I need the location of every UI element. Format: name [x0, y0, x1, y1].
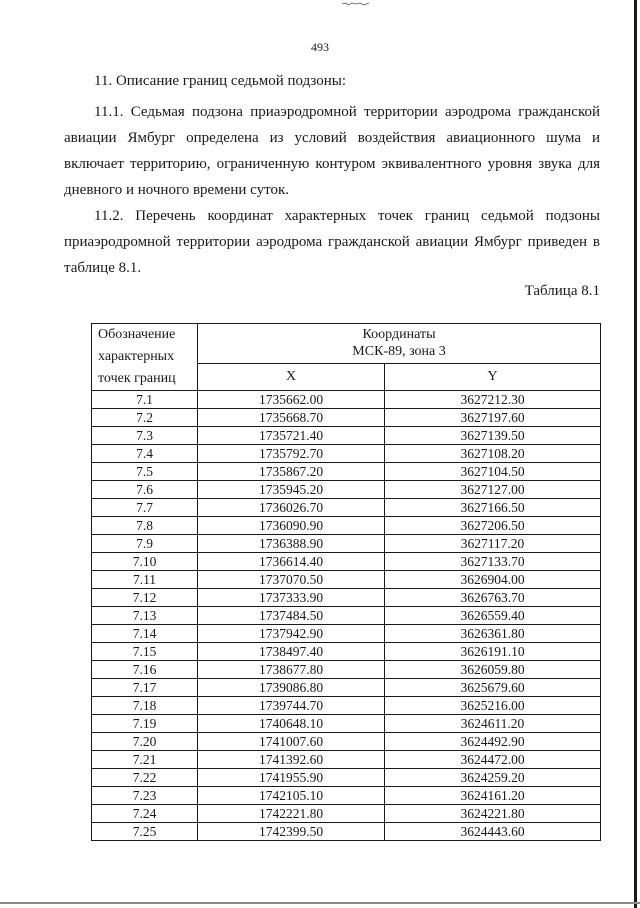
- y-cell: 3627139.50: [385, 427, 601, 445]
- table-row: [92, 427, 601, 445]
- y-cell: 3627197.60: [385, 409, 601, 427]
- table-row: [92, 463, 601, 481]
- point-cell: 7.13: [92, 607, 198, 625]
- table-row: [92, 769, 601, 787]
- point-cell: 7.24: [92, 805, 198, 823]
- x-cell: 1735945.20: [198, 481, 385, 499]
- x-cell: 1740648.10: [198, 715, 385, 733]
- x-cell: 1741392.60: [198, 751, 385, 769]
- x-cell: 1735792.70: [198, 445, 385, 463]
- point-cell: 7.10: [92, 553, 198, 571]
- y-cell: 3626904.00: [385, 571, 601, 589]
- y-cell: 3624259.20: [385, 769, 601, 787]
- scan-artifact-mark: [342, 2, 370, 6]
- y-cell: 3627212.30: [385, 391, 601, 409]
- table-row: [92, 751, 601, 769]
- point-cell: 7.5: [92, 463, 198, 481]
- point-cell: 7.8: [92, 517, 198, 535]
- x-cell: 1741955.90: [198, 769, 385, 787]
- y-cell: 3627117.20: [385, 535, 601, 553]
- y-cell: 3624443.60: [385, 823, 601, 841]
- scan-edge-bottom: [0, 902, 640, 904]
- table-row: [92, 517, 601, 535]
- y-cell: 3627133.70: [385, 553, 601, 571]
- table-row: [92, 733, 601, 751]
- point-cell: 7.3: [92, 427, 198, 445]
- y-cell: 3625679.60: [385, 679, 601, 697]
- x-cell: 1735662.00: [198, 391, 385, 409]
- table-row: [92, 589, 601, 607]
- table-row: [92, 481, 601, 499]
- table-row: [92, 697, 601, 715]
- y-cell: 3626559.40: [385, 607, 601, 625]
- x-cell: 1737333.90: [198, 589, 385, 607]
- table-row: [92, 607, 601, 625]
- scan-edge-right: [634, 0, 637, 908]
- x-cell: 1736026.70: [198, 499, 385, 517]
- point-cell: 7.12: [92, 589, 198, 607]
- table-row: [92, 553, 601, 571]
- y-cell: 3624611.20: [385, 715, 601, 733]
- point-cell: 7.6: [92, 481, 198, 499]
- x-cell: 1737484.50: [198, 607, 385, 625]
- table-row: [92, 499, 601, 517]
- section-heading: 11. Описание границ седьмой подзоны:: [94, 73, 346, 89]
- table-row: [92, 535, 601, 553]
- header-x: X: [198, 363, 385, 390]
- y-cell: 3626191.10: [385, 643, 601, 661]
- point-cell: 7.11: [92, 571, 198, 589]
- x-cell: 1736090.90: [198, 517, 385, 535]
- header-coordinates-title: Координаты: [362, 327, 436, 343]
- paragraph-11-2: 11.2. Перечень координат характерных точек границ седьмой подзоны приаэродромной территории аэродрома гражданской авиации Ямбург приведен в таблице 8.1.: [64, 208, 600, 276]
- x-cell: 1736388.90: [198, 535, 385, 553]
- table-row: [92, 679, 601, 697]
- point-cell: 7.21: [92, 751, 198, 769]
- y-cell: 3627206.50: [385, 517, 601, 535]
- point-cell: 7.16: [92, 661, 198, 679]
- y-cell: 3624472.00: [385, 751, 601, 769]
- header-y: Y: [385, 363, 601, 390]
- x-cell: 1735668.70: [198, 409, 385, 427]
- coordinates-table-body: [92, 391, 601, 841]
- y-cell: 3624161.20: [385, 787, 601, 805]
- point-cell: 7.9: [92, 535, 198, 553]
- y-cell: 3627166.50: [385, 499, 601, 517]
- y-cell: 3625216.00: [385, 697, 601, 715]
- x-cell: 1737070.50: [198, 571, 385, 589]
- x-cell: 1738677.80: [198, 661, 385, 679]
- y-cell: 3626763.70: [385, 589, 601, 607]
- x-cell: 1737942.90: [198, 625, 385, 643]
- header-coordinate-system: МСК-89, зона 3: [352, 344, 446, 360]
- table-row: [92, 409, 601, 427]
- y-cell: 3627108.20: [385, 445, 601, 463]
- table-row: [92, 823, 601, 841]
- x-cell: 1739744.70: [198, 697, 385, 715]
- table-caption: Таблица 8.1: [524, 283, 600, 299]
- coordinates-table: [91, 323, 601, 841]
- point-cell: 7.2: [92, 409, 198, 427]
- table-row: [92, 805, 601, 823]
- point-cell: 7.23: [92, 787, 198, 805]
- header-point-designation: Обозначение характерных точек границ: [92, 324, 198, 391]
- page-number: 493: [311, 40, 329, 54]
- x-cell: 1735721.40: [198, 427, 385, 445]
- point-cell: 7.18: [92, 697, 198, 715]
- table-row: [92, 625, 601, 643]
- point-cell: 7.17: [92, 679, 198, 697]
- point-cell: 7.19: [92, 715, 198, 733]
- x-cell: 1742221.80: [198, 805, 385, 823]
- point-cell: 7.4: [92, 445, 198, 463]
- point-cell: 7.7: [92, 499, 198, 517]
- table-row: [92, 715, 601, 733]
- x-cell: 1738497.40: [198, 643, 385, 661]
- x-cell: 1739086.80: [198, 679, 385, 697]
- point-cell: 7.15: [92, 643, 198, 661]
- y-cell: 3624221.80: [385, 805, 601, 823]
- y-cell: 3626059.80: [385, 661, 601, 679]
- x-cell: 1736614.40: [198, 553, 385, 571]
- x-cell: 1741007.60: [198, 733, 385, 751]
- header-coordinates: [198, 324, 601, 364]
- x-cell: 1742105.10: [198, 787, 385, 805]
- point-cell: 7.20: [92, 733, 198, 751]
- point-cell: 7.25: [92, 823, 198, 841]
- point-cell: 7.1: [92, 391, 198, 409]
- y-cell: 3627127.00: [385, 481, 601, 499]
- paragraph-11-1: 11.1. Седьмая подзона приаэродромной территории аэродрома гражданской авиации Ямбург определена из условий воздействия авиационного шума и включает территорию, ограниченную контуром эквивалентного уровня звука для дневного и ночного времени суток.: [64, 104, 600, 198]
- y-cell: 3627104.50: [385, 463, 601, 481]
- table-row: [92, 661, 601, 679]
- table-row: [92, 571, 601, 589]
- table-row: [92, 643, 601, 661]
- table-row: [92, 391, 601, 409]
- table-row: [92, 787, 601, 805]
- point-cell: 7.14: [92, 625, 198, 643]
- y-cell: 3624492.90: [385, 733, 601, 751]
- point-cell: 7.22: [92, 769, 198, 787]
- table-row: [92, 445, 601, 463]
- x-cell: 1742399.50: [198, 823, 385, 841]
- y-cell: 3626361.80: [385, 625, 601, 643]
- x-cell: 1735867.20: [198, 463, 385, 481]
